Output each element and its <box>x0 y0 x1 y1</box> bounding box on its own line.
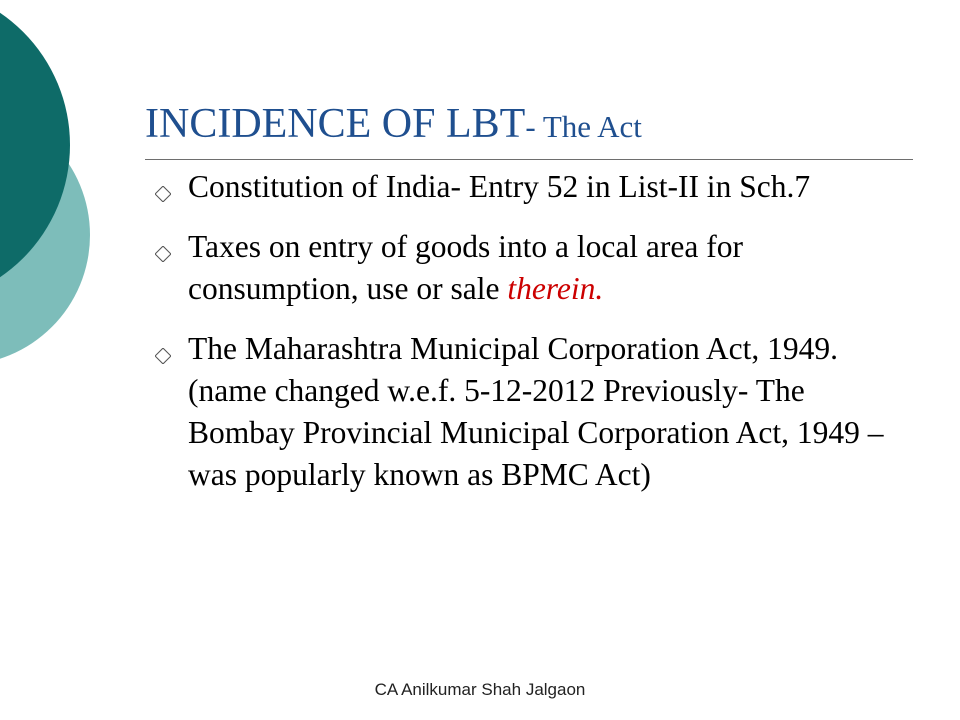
bullet-list <box>150 166 910 514</box>
bullet-accent-text: therein. <box>507 271 604 306</box>
bullet-item <box>150 166 910 208</box>
title-main: INCIDENCE OF LBT <box>145 101 526 147</box>
bullet-text: Constitution of India- Entry 52 in List-II in Sch.7 <box>188 169 811 204</box>
slide-title <box>145 96 925 155</box>
bullet-text: The Maharashtra Municipal Corporation Act, 1949. (name changed w.e.f. 5-12-2012 Previously- The Bombay Provincial Municipal Corporation Act, 1949 –was popularly known as BPMC Act) <box>188 331 884 492</box>
title-divider <box>145 159 913 160</box>
hollow-square-bullet-icon <box>155 333 171 375</box>
hollow-square-bullet-icon <box>155 171 171 213</box>
bullet-item <box>150 226 910 310</box>
bullet-text: Taxes on entry of goods into a local area for consumption, use or sale <box>188 229 743 306</box>
bullet-item <box>150 328 910 496</box>
dark-teal-circle <box>0 0 70 305</box>
slide-footer: CA Anilkumar Shah Jalgaon <box>374 680 586 699</box>
hollow-square-bullet-icon <box>155 231 171 273</box>
title-subtitle: - The Act <box>525 109 642 144</box>
light-teal-circle <box>0 105 90 365</box>
